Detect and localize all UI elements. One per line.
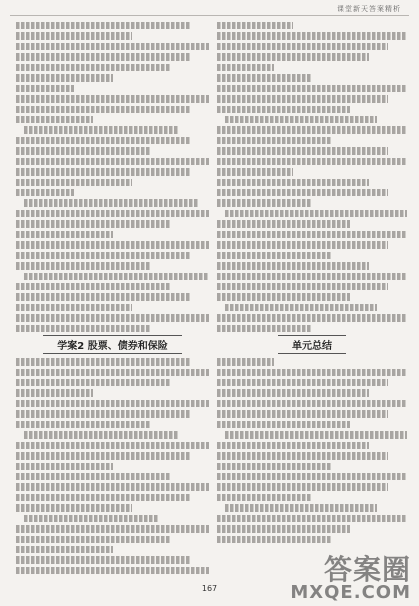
text-line	[16, 85, 74, 92]
text-line	[217, 53, 369, 60]
text-line	[24, 515, 159, 522]
watermark-logo	[290, 553, 411, 603]
text-line	[217, 22, 293, 29]
text-line	[16, 452, 190, 459]
text-line	[16, 220, 170, 227]
text-line	[16, 262, 151, 269]
text-line	[16, 189, 74, 196]
text-line	[24, 199, 198, 206]
text-line	[217, 199, 312, 206]
text-line	[217, 421, 350, 428]
text-line	[16, 504, 132, 511]
text-line	[16, 400, 209, 407]
text-line	[16, 168, 190, 175]
text-line	[217, 314, 407, 321]
page-number: 167	[201, 584, 218, 593]
text-line	[16, 158, 209, 165]
text-line	[16, 325, 151, 332]
text-line	[16, 116, 93, 123]
text-line	[16, 442, 209, 449]
text-line	[16, 494, 190, 501]
text-line	[16, 74, 113, 81]
text-line	[24, 431, 178, 438]
section-heading-unit-summary	[217, 335, 407, 354]
text-line	[217, 220, 350, 227]
text-line	[16, 252, 190, 259]
text-line	[217, 325, 312, 332]
left-column	[16, 22, 209, 576]
text-line	[217, 283, 388, 290]
text-line	[16, 32, 132, 39]
text-line	[16, 358, 190, 365]
text-line	[217, 473, 407, 480]
text-line	[217, 273, 407, 280]
text-line	[225, 210, 407, 217]
text-line	[217, 463, 331, 470]
text-line	[217, 262, 369, 269]
text-line	[16, 283, 170, 290]
text-line	[16, 241, 209, 248]
text-line	[16, 410, 190, 417]
text-line	[217, 252, 331, 259]
text-line	[217, 525, 350, 532]
text-line	[16, 389, 93, 396]
text-line	[16, 536, 170, 543]
text-line	[217, 32, 407, 39]
text-line	[16, 43, 209, 50]
watermark-url-text: MXQE.COM	[290, 582, 411, 603]
text-line	[217, 43, 388, 50]
text-line	[16, 421, 151, 428]
text-line	[217, 168, 293, 175]
text-line	[217, 358, 274, 365]
text-line	[217, 85, 407, 92]
text-line	[24, 273, 209, 280]
text-line	[217, 293, 350, 300]
text-line	[217, 231, 407, 238]
section-heading-stocks-bonds-insurance	[16, 335, 209, 354]
right-column	[217, 22, 407, 576]
section-heading-text: 学案2 股票、债券和保险	[43, 335, 181, 354]
text-line	[217, 64, 274, 71]
text-line	[24, 126, 178, 133]
text-line	[217, 536, 331, 543]
text-line	[16, 304, 132, 311]
text-line	[16, 473, 170, 480]
text-line	[217, 147, 388, 154]
text-line	[16, 106, 190, 113]
text-line	[217, 452, 388, 459]
text-line	[217, 158, 407, 165]
text-line	[225, 304, 377, 311]
text-line	[16, 137, 190, 144]
text-line	[217, 179, 369, 186]
text-line	[16, 379, 170, 386]
text-line	[16, 64, 170, 71]
text-line	[16, 369, 209, 376]
text-line	[16, 567, 209, 574]
text-line	[225, 431, 407, 438]
text-line	[217, 379, 388, 386]
text-line	[16, 556, 190, 563]
text-line	[217, 515, 407, 522]
text-line	[225, 504, 377, 511]
text-line	[16, 147, 151, 154]
text-line	[217, 494, 312, 501]
text-line	[217, 410, 388, 417]
text-line	[217, 137, 331, 144]
text-line	[217, 483, 388, 490]
text-line	[217, 106, 350, 113]
text-line	[217, 95, 388, 102]
text-line	[16, 463, 113, 470]
section-heading-text: 单元总结	[278, 335, 346, 354]
page-header-title: 课堂新天答案精析	[337, 5, 401, 13]
text-line	[16, 95, 209, 102]
text-line	[217, 369, 407, 376]
text-line	[16, 314, 209, 321]
text-line	[217, 389, 369, 396]
text-line	[16, 546, 113, 553]
watermark-logo-text: 答案圈	[323, 553, 411, 586]
text-line	[225, 116, 377, 123]
text-line	[16, 179, 132, 186]
header-rule	[10, 15, 409, 16]
text-line	[217, 126, 407, 133]
text-line	[217, 442, 369, 449]
text-line	[16, 22, 190, 29]
text-line	[217, 241, 388, 248]
text-line	[16, 53, 190, 60]
text-line	[16, 231, 113, 238]
text-line	[16, 483, 209, 490]
text-line	[217, 74, 312, 81]
text-line	[217, 189, 388, 196]
text-line	[16, 525, 209, 532]
text-line	[16, 210, 209, 217]
text-line	[217, 400, 407, 407]
text-line	[16, 293, 190, 300]
